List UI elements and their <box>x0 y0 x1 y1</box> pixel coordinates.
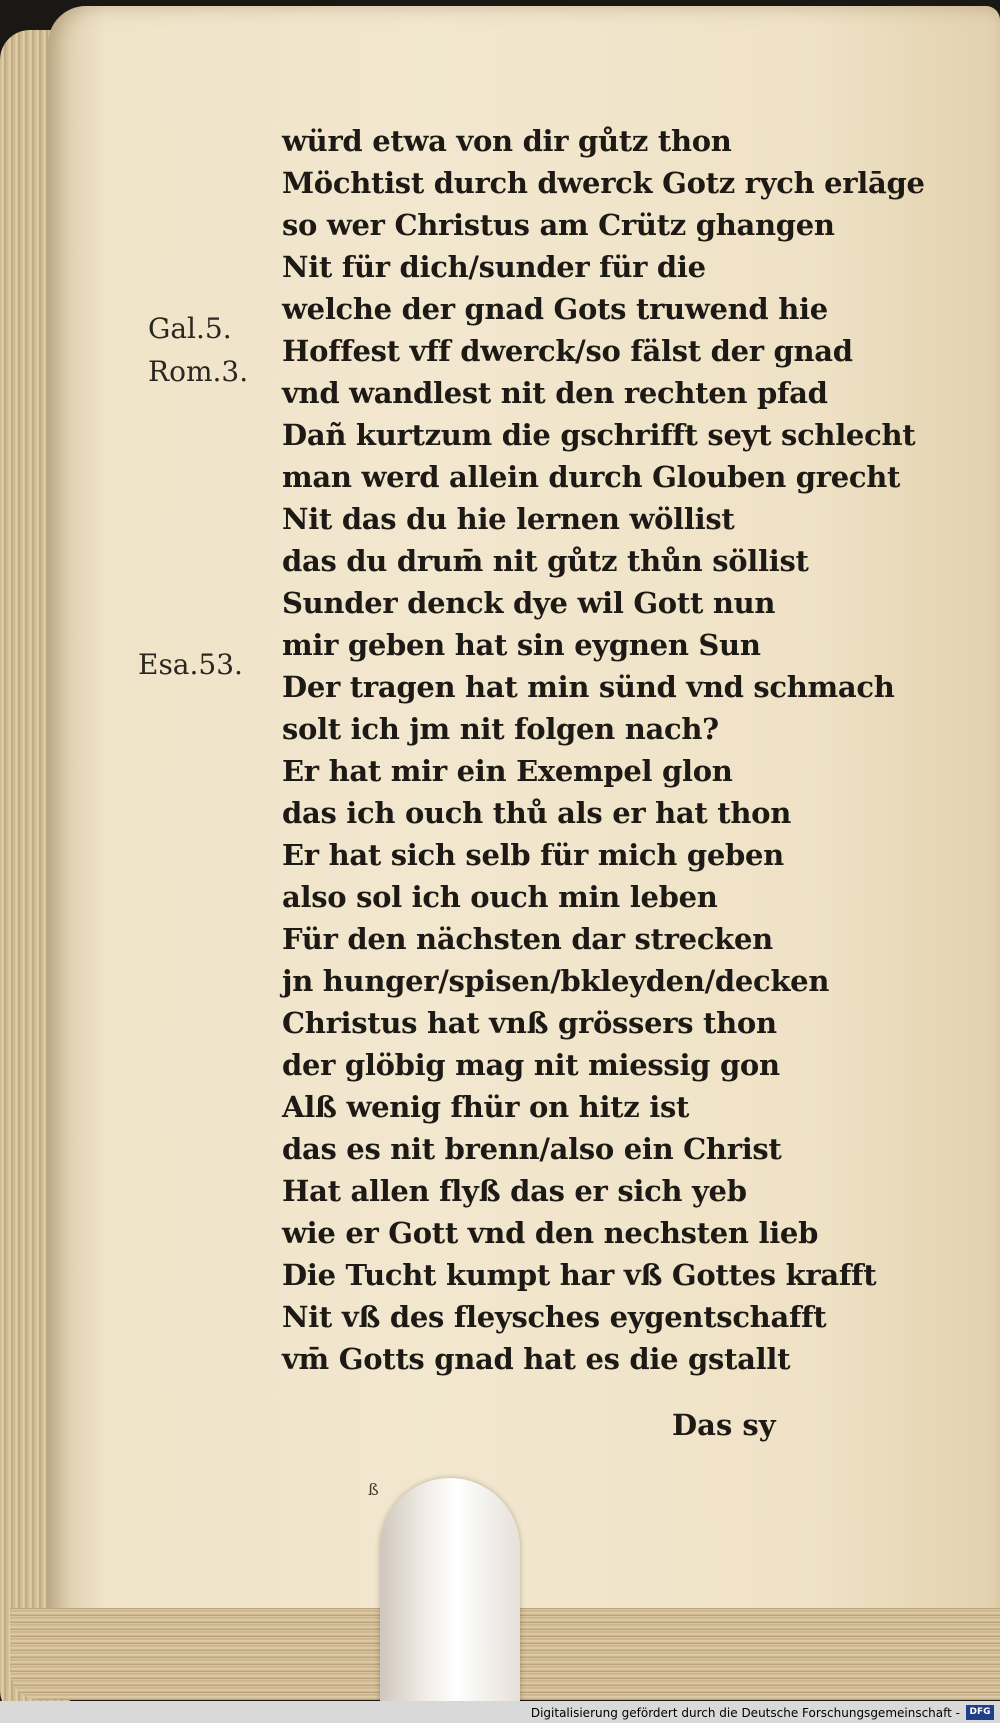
margin-note-gal: Gal.5. <box>148 312 232 345</box>
text-line: wie er Gott vnd den nechsten lieb <box>282 1216 819 1250</box>
text-line: Möchtist durch dwerck Gotz rych erlāge <box>282 166 925 200</box>
text-line: Der tragen hat min sünd vnd schmach <box>282 670 895 704</box>
text-line: vnd wandlest nit den rechten pfad <box>282 376 828 410</box>
text-line: Alß wenig fhür on hitz ist <box>282 1090 690 1124</box>
text-line: Er hat sich selb für mich geben <box>282 838 784 872</box>
text-line: mir geben hat sin eygnen Sun <box>282 628 761 662</box>
text-line: man werd allein durch Glouben grecht <box>282 460 901 494</box>
text-line: solt ich jm nit folgen nach? <box>282 712 719 746</box>
footer-credit: Digitalisierung gefördert durch die Deutsche Forschungsgemeinschaft - <box>530 1706 960 1720</box>
text-line: Hoffest vff dwerck/so fälst der gnad <box>282 334 853 368</box>
margin-note-esa: Esa.53. <box>138 648 243 681</box>
text-line: das du drum̄ nit gůtz thůn söllist <box>282 544 809 578</box>
text-line: vm̄ Gotts gnad hat es die gstallt <box>282 1342 791 1376</box>
text-line: Nit vß des fleysches eygentschafft <box>282 1300 827 1334</box>
bookmark-strip <box>380 1478 520 1723</box>
text-line: also sol ich ouch min leben <box>282 880 718 914</box>
text-line: jn hunger/spisen/bkleyden/decken <box>282 964 830 998</box>
text-line: Hat allen flyß das er sich yeb <box>282 1174 747 1208</box>
text-line: so wer Christus am Crütz ghangen <box>282 208 835 242</box>
text-line: Sunder denck dye wil Gott nun <box>282 586 776 620</box>
text-line: Er hat mir ein Exempel glon <box>282 754 733 788</box>
margin-note-rom: Rom.3. <box>148 355 249 388</box>
text-line: Für den nächsten dar strecken <box>282 922 773 956</box>
signature-mark: ß <box>368 1480 379 1499</box>
text-line: das es nit brenn/also ein Christ <box>282 1132 782 1166</box>
text-line: Dañ kurtzum die gschrifft seyt schlecht <box>282 418 916 452</box>
text-line: das ich ouch thů als er hat thon <box>282 796 792 830</box>
text-line: der glöbig mag nit miessig gon <box>282 1048 780 1082</box>
footer-bar <box>0 1701 1000 1723</box>
text-line: Die Tucht kumpt har vß Gottes krafft <box>282 1258 877 1292</box>
text-line: Christus hat vnß grössers thon <box>282 1006 777 1040</box>
poem-text-block <box>282 120 962 1380</box>
text-line: Nit das du hie lernen wöllist <box>282 502 735 536</box>
dfg-logo: DFG <box>966 1705 994 1720</box>
text-line: welche der gnad Gots truwend hie <box>282 292 828 326</box>
text-line: Nit für dich/sunder für die <box>282 250 706 284</box>
text-line: würd etwa von dir gůtz thon <box>282 124 732 158</box>
catchword: Das sy <box>672 1408 776 1442</box>
